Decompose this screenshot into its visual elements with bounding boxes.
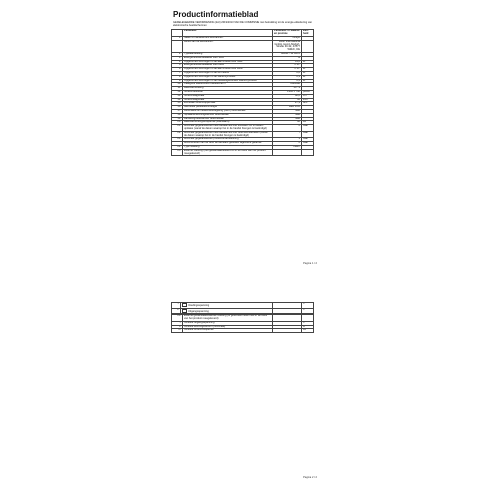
- row-number: 19.: [172, 117, 183, 121]
- row-number: 16.: [172, 106, 183, 110]
- row-value: [273, 315, 302, 322]
- row-value: 0,5: [273, 79, 302, 83]
- row-number: 4.: [172, 60, 183, 64]
- row-value: [273, 329, 302, 333]
- row-label: Categorie elektronisch beeldscherm: [183, 83, 273, 87]
- row-value: 32: [273, 98, 302, 102]
- row-value: SMART 32 HD.2: [273, 52, 302, 56]
- row-value: 0,3: [273, 75, 302, 79]
- row-label: Beeldverhouding: [183, 87, 273, 91]
- row-label: Energie-efficiëntieklasse voor HDR: [183, 64, 273, 68]
- row-value: n.v.t.: [273, 68, 302, 72]
- row-unit: Jaar: [302, 131, 314, 138]
- row-number: 22.: [172, 131, 183, 138]
- row-value: 80,0: [273, 94, 302, 98]
- row-value: Intern: [273, 145, 302, 149]
- row-label: Gebruikte paneeltechnologie: [183, 106, 273, 110]
- row-unit: cm: [302, 94, 314, 98]
- row-value: n.v.t.: [273, 64, 302, 68]
- row-value: G: [273, 56, 302, 60]
- sub-row: [172, 308, 314, 314]
- row-label: Zichtbaar schermoppervlak: [183, 102, 273, 106]
- row-number: [172, 40, 183, 52]
- row-unit: W: [302, 79, 314, 83]
- table-row: [172, 40, 314, 52]
- row-label: Aanwezigheidssensor beschikbaar: [183, 117, 273, 121]
- row-label: Type voeding: [183, 145, 273, 149]
- row-label: Minimale gegarandeerde beschikbaarheid van reserveonderdelen (vanaf de datum waarop het in de handel brengen is beëindigd): [183, 131, 273, 138]
- row-number: 3.: [172, 56, 183, 60]
- row-unit: [302, 40, 314, 52]
- row-unit: Jaar: [302, 138, 314, 142]
- row-unit: dm²: [302, 102, 314, 106]
- row-label: Externe voeding (niet gestandaardiseerd en in de doos van het product meegeleverd): [183, 149, 273, 156]
- sub-row-unit: V: [302, 308, 314, 314]
- page-number: Pagina 2 / 2: [303, 476, 317, 479]
- row-label: Minimale gegarandeerde productondersteuning: [183, 138, 273, 142]
- row-unit: Jaar: [302, 125, 314, 132]
- row-unit: Hz: [302, 121, 314, 125]
- row-number: iii.: [172, 329, 183, 333]
- table-row: [172, 131, 314, 138]
- row-number: 6.: [172, 68, 183, 72]
- external-psu-table: [171, 314, 314, 333]
- sub-row-text: Voedingsspanning: [188, 303, 210, 307]
- checkbox-icon: [182, 309, 187, 313]
- row-label: Schermdiagonaal: [183, 98, 273, 102]
- row-value: Televisie: [273, 83, 302, 87]
- row-value: LED LCD: [273, 106, 302, 110]
- table-row: [172, 329, 314, 333]
- row-unit: A: [302, 325, 314, 329]
- row-value: Zeon International GmbH, Heinz-Nixdorf-Straße 30-32, 47877 Willich, DE: [274, 40, 300, 52]
- row-label: Vereiste leveringsstroom (minimaal): [183, 325, 273, 329]
- row-number: 15.: [172, 102, 183, 106]
- row-unit: W: [302, 68, 314, 72]
- table-row: [172, 125, 314, 132]
- row-label: Minimumduur van de door de fabrikant geboden algemene garantie: [183, 142, 273, 146]
- row-number: 5.: [172, 64, 183, 68]
- row-unit: [302, 315, 314, 322]
- row-value: 60: [273, 121, 302, 125]
- row-label: Energie-efficiëntieklasse voor SDR: [183, 56, 273, 60]
- row-value: Nee: [273, 117, 302, 121]
- row-number: 17.: [172, 109, 183, 113]
- row-number: 2.: [172, 52, 183, 56]
- row-number: 7.: [172, 71, 183, 75]
- row-label: Adres van de leverancier:: [183, 40, 273, 52]
- row-label: Minimale gegarandeerde beschikbaarheid van software- en firmware-updates (vanaf de datum waarop het in de handel brengen is beëindigd): [183, 125, 273, 132]
- sub-row-value: [273, 308, 302, 314]
- row-label: Vereiste stroomfrequentie: [183, 329, 273, 333]
- row-label: Beeldverversingsfrequentie (standaard): [183, 121, 273, 125]
- row-number: 18.: [172, 113, 183, 117]
- row-label: Opgenomen vermogen in de aan-modus voor HDR: [183, 68, 273, 72]
- page-title: Productinformatieblad: [173, 10, 259, 19]
- row-unit: inch: [302, 98, 314, 102]
- page-1: [169, 10, 319, 268]
- row-label: Opgenomen vermogen in de stand-bymodus: [183, 75, 273, 79]
- row-unit: pixels: [302, 90, 314, 94]
- row-value: 27,3: [273, 102, 302, 106]
- page-number: Pagina 1 / 2: [303, 262, 317, 265]
- row-value: [273, 149, 302, 156]
- header-unit: Een- heid: [302, 30, 314, 37]
- row-value: 31,0: [273, 60, 302, 64]
- row-number: ii.: [172, 325, 183, 329]
- row-unit: W: [302, 60, 314, 64]
- row-label: Externe gestandaardiseerde voeding (of geschikte indien niet in de doos van het product meegeleverd): [183, 315, 273, 322]
- power-supply-subtable: [171, 302, 314, 314]
- regulation-intro: GEDELEGEERDE VERORDENING (EU) 2019/2013 VAN DE COMMISSIE met betrekking tot de energie-etikettering van elektronische beeldschermen: [173, 21, 313, 28]
- row-value: 7: [273, 131, 302, 138]
- row-number: 8.: [172, 75, 183, 79]
- row-value: Onkyo: [273, 37, 302, 41]
- header-parameter: Parameter: [183, 30, 273, 37]
- sub-row-letter: i.: [172, 303, 181, 309]
- table-header-row: [172, 30, 314, 37]
- row-value: 16 : 9: [273, 87, 302, 91]
- sub-row-label: [181, 308, 273, 314]
- sub-row-unit: V: [302, 303, 314, 309]
- row-number: 20.: [172, 121, 183, 125]
- row-value: Nee: [273, 109, 302, 113]
- row-number: 9.: [172, 79, 183, 83]
- row-unit: Jaar: [302, 142, 314, 146]
- row-number: 1.: [172, 37, 183, 41]
- checkbox-icon: [182, 303, 187, 307]
- row-unit: V: [302, 321, 314, 325]
- product-info-table: [171, 29, 314, 156]
- row-number: 24.: [172, 145, 183, 149]
- row-label: Automatische helderheidsregeling (ABC) beschikbaar: [183, 109, 273, 113]
- row-label: Vereiste uitgangsspanning: [183, 321, 273, 325]
- row-number: 13.: [172, 94, 183, 98]
- row-label: Opgenomen vermogen in de netwerkgebonden stand-bymodus: [183, 79, 273, 83]
- row-number: i.: [172, 321, 183, 325]
- page-2: [169, 300, 319, 482]
- row-label: Spraakherkenningssensor beschikbaar: [183, 113, 273, 117]
- row-label: Opgenomen vermogen in de aan-modus voor SDR: [183, 60, 273, 64]
- sub-row-text: Uitgangsspanning: [188, 309, 209, 313]
- row-number: 10.: [172, 83, 183, 87]
- row-label: Naam of handelsmerk leverancier:: [183, 37, 273, 41]
- table-row: [172, 149, 314, 156]
- row-number: 25.: [172, 149, 183, 156]
- row-label: Opgenomen vermogen in de uit-modus: [183, 71, 273, 75]
- row-label: Typeaanduiding: [183, 52, 273, 56]
- row-value: 0,0: [273, 71, 302, 75]
- row-unit: W: [302, 71, 314, 75]
- row-number: 12.: [172, 90, 183, 94]
- row-number: 11.: [172, 87, 183, 91]
- header-value: Parameter of waarde en precisie: [274, 29, 300, 36]
- row-value: 2: [273, 142, 302, 146]
- row-label: Schermresolutie: [183, 90, 273, 94]
- row-number: 21.: [172, 125, 183, 132]
- row-unit: [302, 149, 314, 156]
- row-number: 14.: [172, 98, 183, 102]
- row-value: 1366 x 768: [273, 90, 302, 94]
- row-unit: W: [302, 75, 314, 79]
- row-number: 26.: [172, 315, 183, 322]
- row-value: 2: [273, 125, 302, 132]
- row-number: 23.: [172, 138, 183, 142]
- row-unit: Hz: [302, 329, 314, 333]
- sub-row-letter: ii.: [172, 308, 181, 314]
- row-value: Nee: [273, 113, 302, 117]
- row-label: Schermdiagonaal: [183, 94, 273, 98]
- table-row: [172, 315, 314, 322]
- row-value: 3: [273, 138, 302, 142]
